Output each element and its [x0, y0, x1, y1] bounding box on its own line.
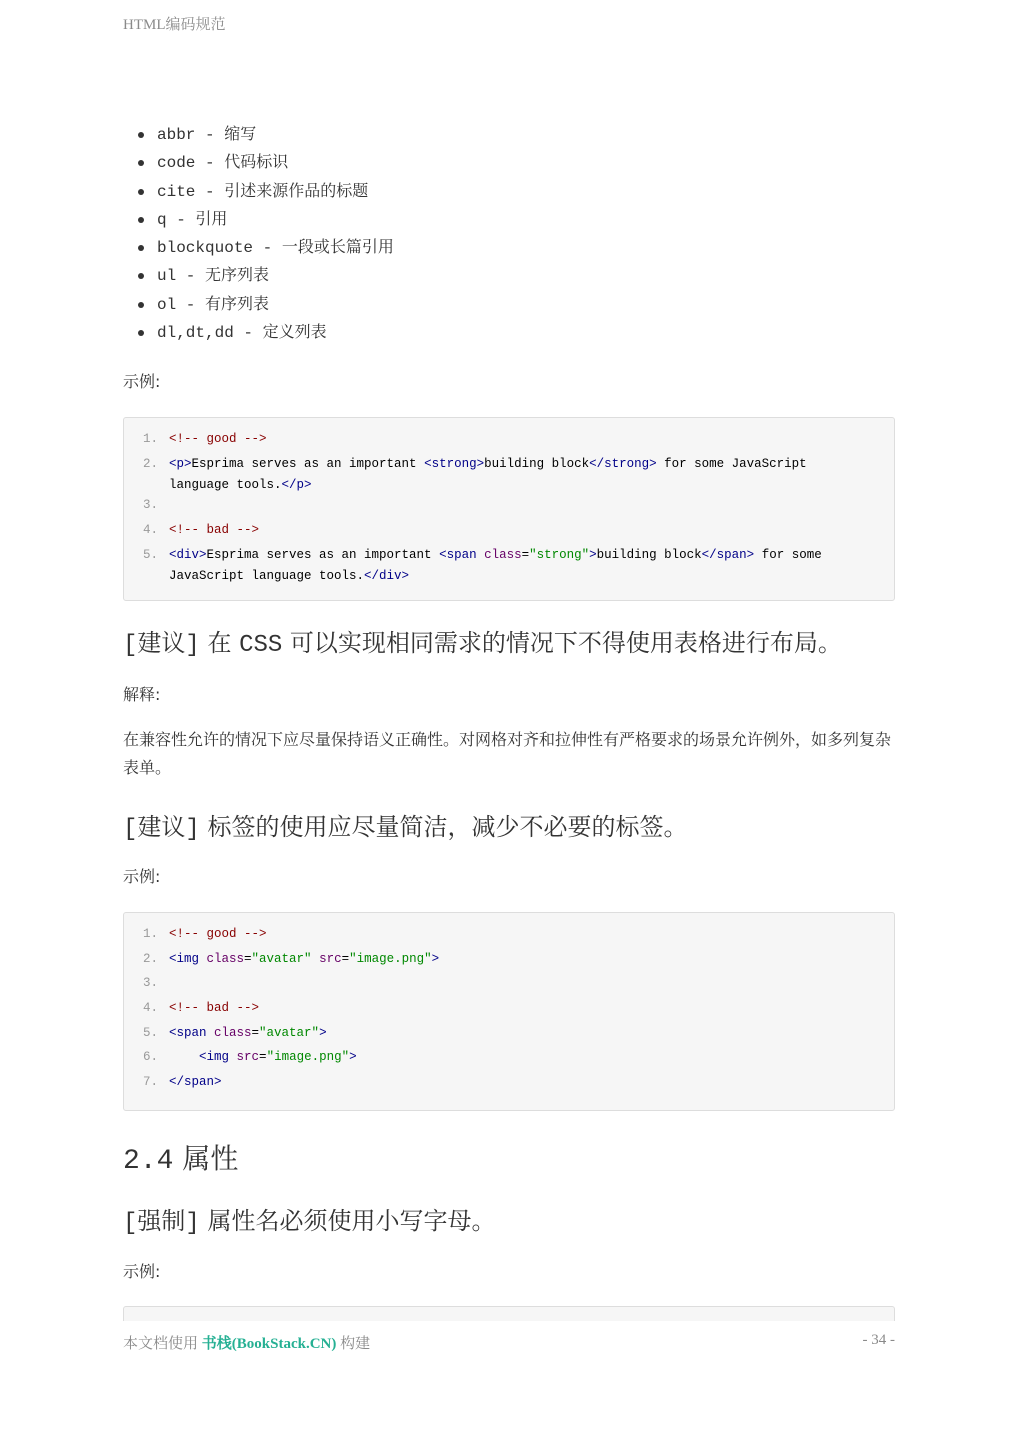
explain-label: 解释: — [123, 685, 161, 704]
code-token: </p> — [281, 478, 312, 492]
line-number: 3. — [142, 976, 158, 990]
code-token: "image.png" — [266, 1050, 350, 1064]
code-block-avatar — [123, 912, 895, 1111]
line-number: 6. — [142, 1050, 158, 1064]
code-token: "strong" — [529, 548, 590, 562]
list-item — [157, 205, 394, 233]
heading-prefix: [建议] — [123, 816, 200, 843]
code-token: <img — [199, 1050, 237, 1064]
code-text — [169, 1023, 869, 1044]
code-text — [169, 429, 869, 450]
list-item — [157, 261, 394, 289]
line-number: 2. — [142, 457, 158, 471]
code-token: building block — [484, 457, 590, 471]
code-token: <strong> — [424, 457, 485, 471]
code-token: > — [319, 1026, 327, 1040]
explain-text: 在兼容性允许的情况下应尽量保持语义正确性。对网格对齐和拉伸性有严格要求的场景允许例外，如多列复杂表单。 — [123, 730, 892, 777]
code-token: <span — [169, 1026, 215, 1040]
code-token: > — [431, 952, 440, 966]
tag-description: 引述来源作品的标题 — [224, 180, 369, 200]
line-number: 2. — [142, 952, 158, 966]
tag-code: code — [157, 154, 196, 173]
tag-separator: - — [233, 324, 263, 343]
tag-code: dl,dt,dd — [157, 324, 234, 343]
tag-code: ol — [157, 295, 177, 314]
heading-text-pre: 在 — [199, 629, 240, 657]
line-number: 1. — [142, 432, 158, 446]
tag-separator: - — [253, 239, 282, 258]
footer-suffix: 构建 — [336, 1336, 371, 1352]
code-token: <!-- good --> — [169, 432, 267, 446]
heading-css-layout — [123, 623, 842, 659]
tag-separator: - — [176, 295, 206, 314]
section-number: 2.4 — [123, 1146, 174, 1177]
code-text — [169, 998, 869, 1019]
code-text — [169, 1047, 869, 1068]
line-number: 1. — [142, 927, 158, 941]
tag-description: 有序列表 — [205, 293, 270, 313]
list-item — [157, 177, 394, 205]
heading-prefix: [强制] — [123, 1210, 200, 1237]
code-token: = — [244, 952, 252, 966]
heading-text-post: 可以实现相同需求的情况下不得使用表格进行布局。 — [282, 629, 842, 657]
code-text — [169, 520, 869, 541]
code-token: > — [349, 1050, 357, 1064]
page-number: - 34 - — [862, 1332, 895, 1348]
tag-description: 引用 — [195, 208, 228, 228]
line-number: 4. — [142, 523, 158, 537]
tag-separator: - — [195, 126, 225, 144]
example-label: 示例: — [123, 372, 161, 391]
code-token: Esprima serves as an important — [191, 457, 425, 471]
document-header-title: HTML编码规范 — [123, 17, 226, 33]
code-token: src — [236, 1050, 260, 1064]
code-token: <span — [439, 548, 485, 562]
line-number: 5. — [142, 548, 158, 562]
list-item — [157, 318, 394, 346]
code-token: for some JavaScript language tools. — [169, 548, 830, 583]
code-token: = — [251, 1026, 260, 1040]
code-token: "image.png" — [349, 952, 432, 966]
example-label: 示例: — [123, 1262, 161, 1281]
tag-description: 定义列表 — [262, 322, 327, 342]
section-heading-attributes — [123, 1137, 238, 1177]
tag-separator: - — [176, 267, 206, 286]
code-token: "avatar" — [259, 1026, 320, 1040]
code-token: <img — [169, 952, 207, 966]
line-number: 5. — [142, 1026, 158, 1040]
list-item — [157, 233, 394, 261]
code-token — [312, 952, 320, 966]
code-token: <!-- good --> — [169, 927, 267, 941]
heading-text: 标签的使用应尽量简洁，减少不必要的标签。 — [199, 813, 688, 841]
code-token — [169, 1050, 199, 1064]
line-number: 7. — [142, 1075, 158, 1089]
heading-code: CSS — [239, 632, 283, 659]
code-token: building block — [596, 548, 702, 562]
code-token: </span> — [701, 548, 755, 562]
code-text — [169, 1072, 869, 1093]
code-token: Esprima serves as an important — [206, 548, 440, 562]
code-token: "avatar" — [251, 952, 312, 966]
tag-code: blockquote — [157, 239, 254, 258]
tag-separator: - — [195, 154, 225, 173]
code-block-cut-off — [123, 1306, 895, 1321]
tag-separator: - — [166, 210, 196, 229]
tag-separator: - — [195, 182, 225, 201]
tag-code: cite — [157, 182, 196, 201]
section-title: 属性 — [173, 1142, 239, 1175]
code-token: = — [341, 952, 350, 966]
code-token: = — [521, 548, 530, 562]
tag-description: 代码标识 — [224, 152, 289, 172]
list-item — [157, 290, 394, 318]
code-text — [169, 454, 869, 496]
code-token: class — [206, 952, 245, 966]
code-text — [169, 545, 869, 587]
tag-code: q — [157, 210, 167, 229]
code-token: > — [589, 548, 597, 562]
code-token: <!-- bad --> — [169, 523, 260, 537]
code-token: src — [319, 952, 342, 966]
code-token: class — [214, 1026, 252, 1040]
code-text — [169, 924, 869, 945]
line-number: 3. — [142, 498, 158, 512]
code-token: = — [259, 1050, 267, 1064]
heading-lowercase-attr — [123, 1201, 495, 1237]
code-token: </span> — [169, 1075, 222, 1089]
heading-concise-tags — [123, 807, 687, 843]
code-token: </div> — [364, 569, 410, 583]
example-label: 示例: — [123, 867, 161, 886]
footer-text — [123, 1332, 370, 1353]
tag-description: 无序列表 — [205, 265, 270, 285]
tag-description: 一段或长篇引用 — [281, 237, 394, 257]
code-token: class — [484, 548, 522, 562]
list-item — [157, 148, 394, 176]
tag-code: ul — [157, 267, 177, 286]
tag-code: abbr — [157, 126, 196, 144]
bookstack-link[interactable]: 书栈(BookStack.CN) — [201, 1336, 337, 1352]
code-text — [169, 949, 869, 970]
heading-prefix: [建议] — [123, 632, 200, 659]
code-token: <p> — [169, 457, 192, 471]
line-number: 4. — [142, 1001, 158, 1015]
tag-description: 缩写 — [224, 124, 257, 143]
tag-list — [123, 120, 394, 346]
code-block-semantic-tags — [123, 417, 895, 601]
footer-prefix: 本文档使用 — [123, 1336, 202, 1352]
code-token: for some JavaScript language tools. — [169, 457, 815, 492]
code-token: <!-- bad --> — [169, 1001, 260, 1015]
code-token: <div> — [169, 548, 207, 562]
heading-text: 属性名必须使用小写字母。 — [199, 1207, 496, 1235]
code-token: </strong> — [589, 457, 657, 471]
list-item — [157, 120, 394, 148]
